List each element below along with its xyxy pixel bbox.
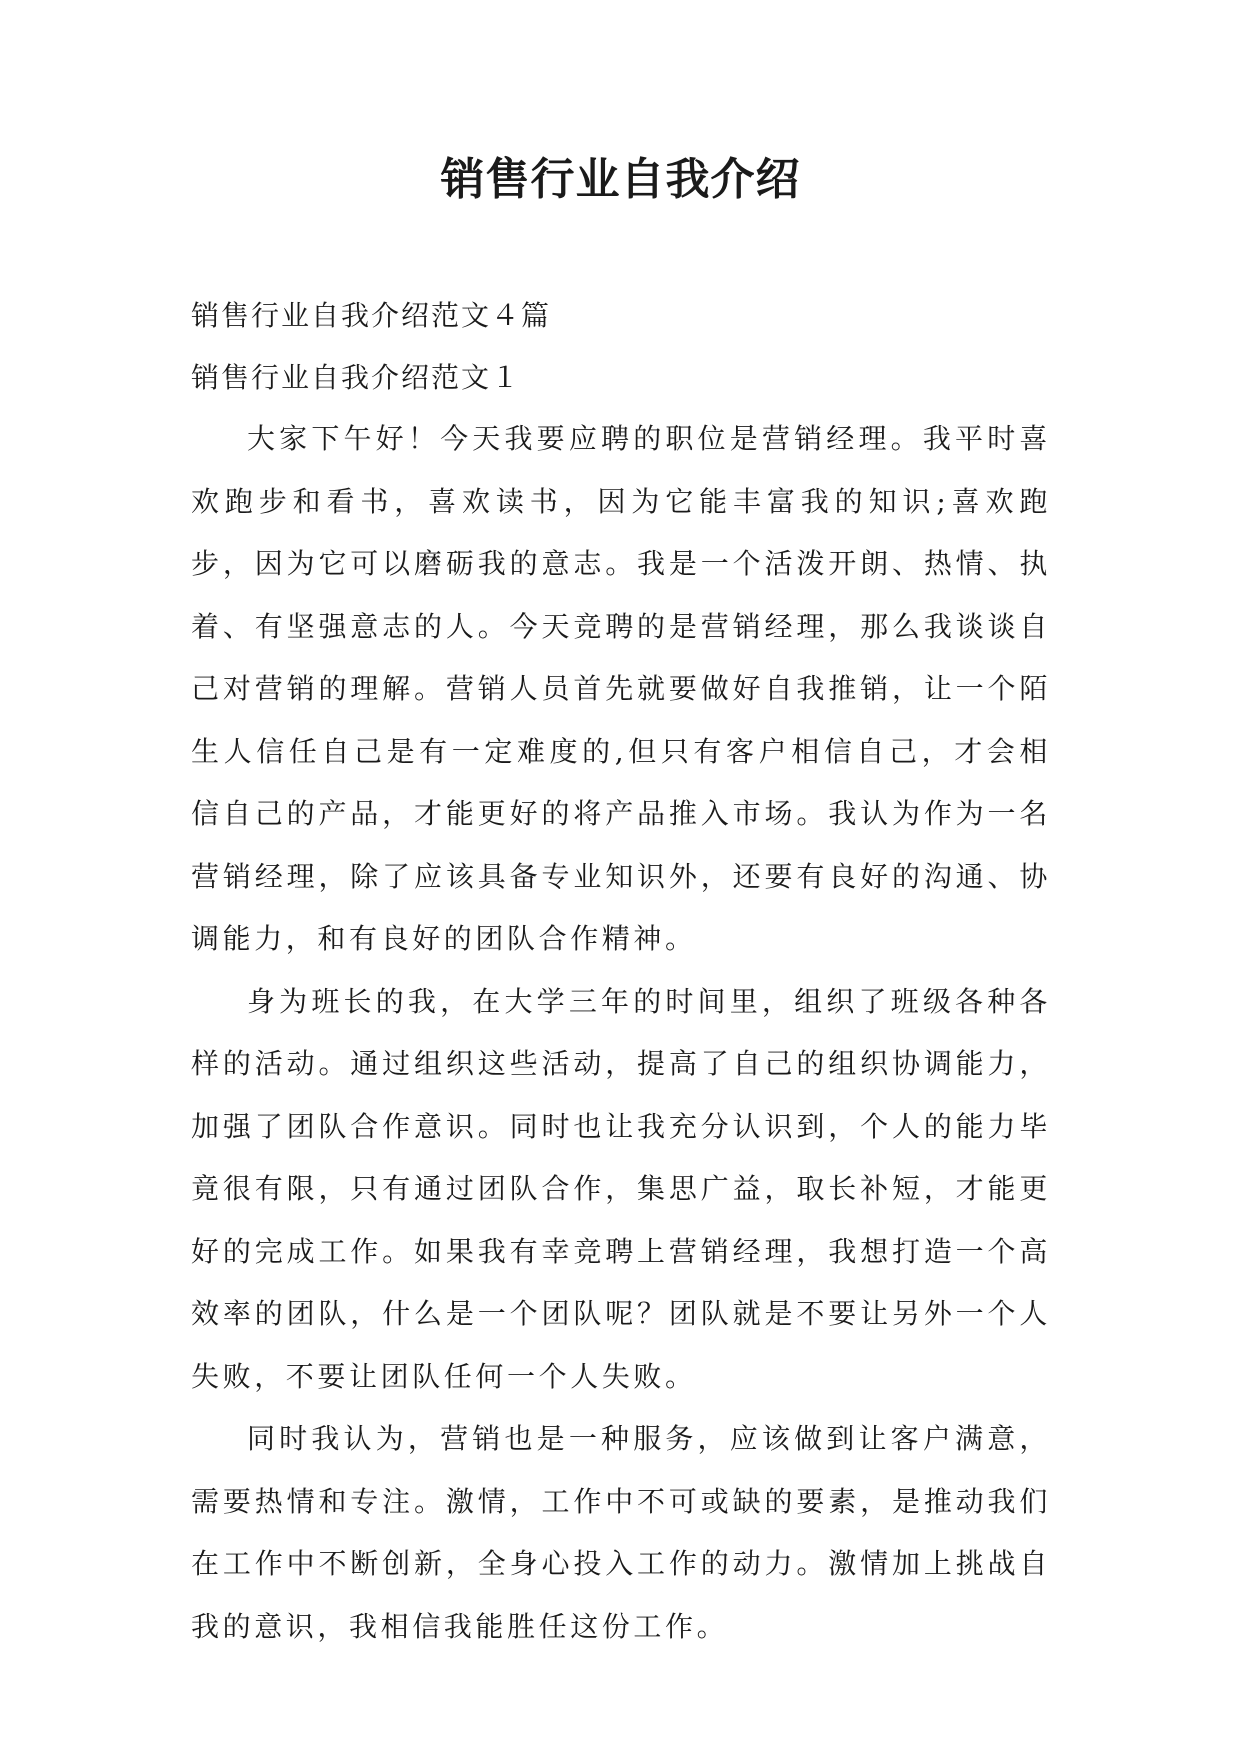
paragraph-2: 身为班长的我，在大学三年的时间里，组织了班级各种各样的活动。通过组织这些活动，提高了自己的组织协调能力，加强了团队合作意识。同时也让我充分认识到，个人的能力毕竟很有限，只有通过团队合作，集思广益，取长补短，才能更好的完成工作。如果我有幸竞聘上营销经理，我想打造一个高效率的团队，什么是一个团队呢？团队就是不要让另外一个人失败，不要让团队任何一个人失败。 <box>191 984 1051 1393</box>
paragraph-1: 大家下午好！今天我要应聘的职位是营销经理。我平时喜欢跑步和看书，喜欢读书，因为它能丰富我的知识;喜欢跑步，因为它可以磨砺我的意志。我是一个活泼开朗、热情、执着、有坚强意志的人。今天竞聘的是营销经理，那么我谈谈自己对营销的理解。营销人员首先就要做好自我推销，让一个陌生人信任自己是有一定难度的,但只有客户相信自己，才会相信自己的产品，才能更好的将产品推入市场。我认为作为一名营销经理，除了应该具备专业知识外，还要有良好的沟通、协调能力，和有良好的团队合作精神。 <box>191 422 1051 955</box>
section-heading: 销售行业自我介绍范文１ <box>191 361 522 394</box>
paragraph-3: 同时我认为，营销也是一种服务，应该做到让客户满意，需要热情和专注。激情，工作中不可或缺的要素，是推动我们在工作中不断创新，全身心投入工作的动力。激情加上挑战自我的意识，我相信我能胜任这份工作。 <box>191 1422 1051 1643</box>
document-title: 销售行业自我介绍 <box>440 154 801 205</box>
document-subtitle: 销售行业自我介绍范文４篇 <box>191 299 552 332</box>
document-body <box>191 408 1051 1658</box>
